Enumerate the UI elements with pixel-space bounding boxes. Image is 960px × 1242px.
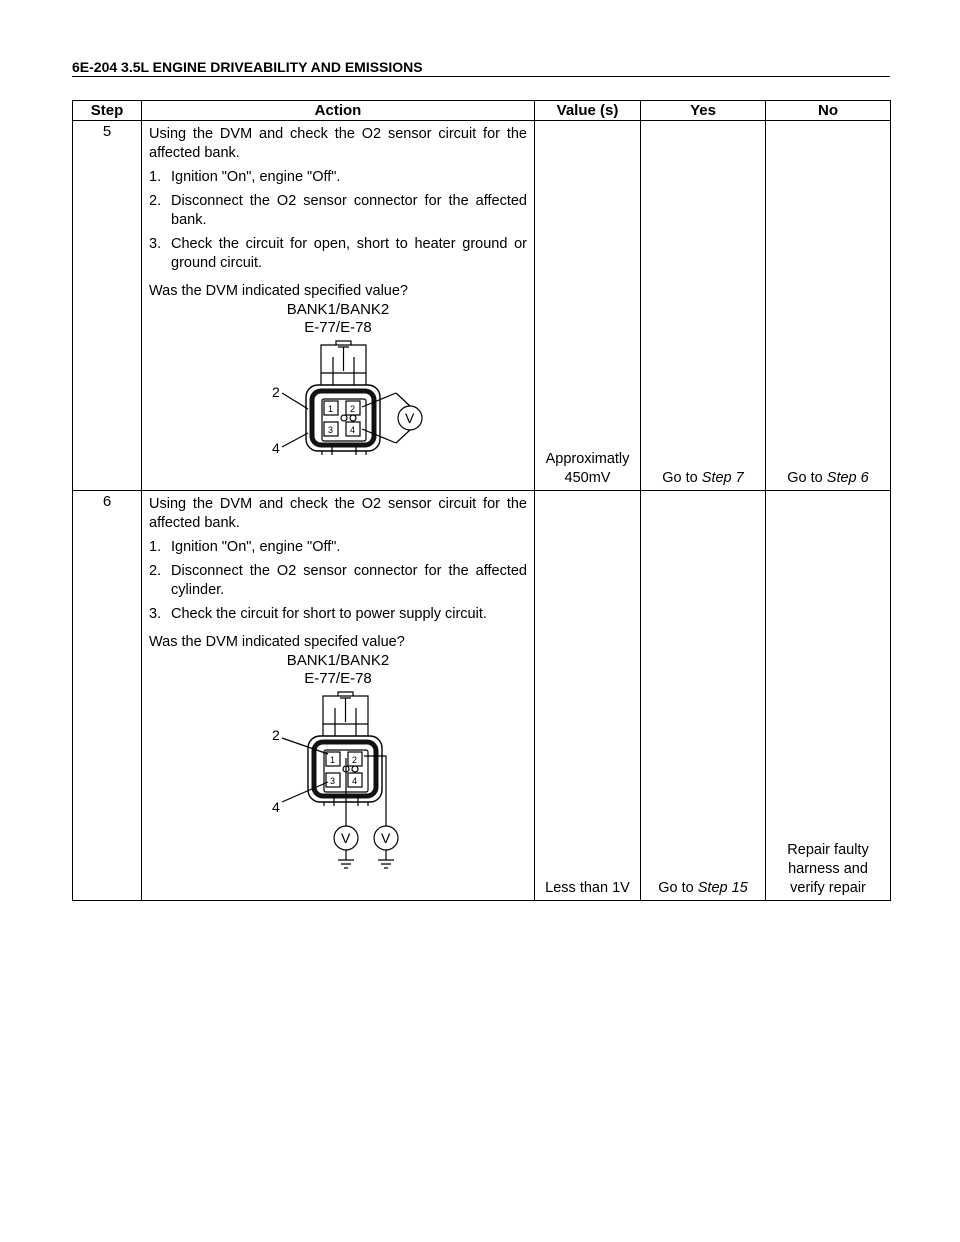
column-header-yes: Yes bbox=[641, 101, 766, 121]
connector-label: BANK1/BANK2 bbox=[286, 652, 390, 669]
value-cell bbox=[535, 121, 641, 491]
cavity-4: 4 bbox=[352, 776, 358, 786]
connector-id: E-77/E-78 bbox=[304, 670, 372, 687]
item-number: 1. bbox=[149, 539, 162, 555]
cavity-2: 2 bbox=[350, 404, 356, 414]
yes-step-link: Step 15 bbox=[697, 880, 748, 896]
item-text: Check the circuit for short to power supply circuit. bbox=[171, 606, 487, 622]
yes-step-link: Step 7 bbox=[701, 470, 744, 486]
yes-cell bbox=[641, 121, 766, 491]
column-header-action: Action bbox=[142, 101, 535, 121]
action-intro: Using the DVM and check the O2 sensor circuit for the affected bank. bbox=[149, 126, 527, 161]
probe-lead bbox=[362, 393, 396, 443]
connector-label: BANK1/BANK2 bbox=[286, 301, 390, 318]
no-cell bbox=[766, 491, 891, 901]
action-item bbox=[149, 538, 527, 557]
column-header-no: No bbox=[766, 101, 891, 121]
voltmeter-symbol: V bbox=[405, 410, 415, 426]
item-number: 2. bbox=[149, 193, 162, 209]
column-header-value: Value (s) bbox=[535, 101, 641, 121]
no-step-link: Step 6 bbox=[826, 470, 869, 486]
cavity-3: 3 bbox=[330, 776, 336, 786]
yes-prefix: Go to bbox=[662, 470, 702, 486]
page-header: 6E-204 3.5L ENGINE DRIVEABILITY AND EMISSIONS bbox=[72, 58, 890, 77]
item-text: Disconnect the O2 sensor connector for the affected bank. bbox=[171, 193, 527, 228]
pin-label-4: 4 bbox=[272, 799, 280, 815]
action-item bbox=[149, 605, 527, 624]
cavity-3: 3 bbox=[328, 425, 334, 435]
column-header-step: Step bbox=[73, 101, 142, 121]
cavity-4: 4 bbox=[350, 425, 356, 435]
value-line: 450mV bbox=[564, 470, 611, 486]
connector-diagram-voltage bbox=[238, 688, 438, 874]
action-item bbox=[149, 192, 527, 230]
table-row bbox=[73, 491, 891, 901]
no-cell bbox=[766, 121, 891, 491]
yes-prefix: Go to bbox=[658, 880, 698, 896]
lead-line-2 bbox=[282, 393, 308, 409]
value-cell: Less than 1V bbox=[535, 491, 641, 901]
pin-label-2: 2 bbox=[272, 727, 280, 743]
no-line: Repair faulty bbox=[787, 842, 869, 858]
action-item bbox=[149, 562, 527, 600]
step-number: 5 bbox=[73, 121, 142, 491]
voltmeter-symbol-b: V bbox=[381, 830, 391, 846]
yes-cell bbox=[641, 491, 766, 901]
no-line: harness and bbox=[788, 861, 868, 877]
item-number: 3. bbox=[149, 236, 162, 252]
action-question: Was the DVM indicated specifed value? bbox=[149, 634, 405, 650]
pin-label-4: 4 bbox=[272, 440, 280, 455]
cavity-1: 1 bbox=[330, 755, 336, 765]
table-header-row bbox=[73, 101, 891, 121]
action-question: Was the DVM indicated specified value? bbox=[149, 283, 408, 299]
item-text: Disconnect the O2 sensor connector for the affected cylinder. bbox=[171, 563, 527, 598]
connector-id: E-77/E-78 bbox=[304, 319, 372, 336]
voltmeter-symbol-a: V bbox=[341, 830, 351, 846]
connector-diagram-resistance bbox=[238, 337, 438, 455]
table-row bbox=[73, 121, 891, 491]
cavity-1: 1 bbox=[328, 404, 334, 414]
step-number: 6 bbox=[73, 491, 142, 901]
action-cell bbox=[142, 491, 535, 901]
item-number: 1. bbox=[149, 169, 162, 185]
action-intro: Using the DVM and check the O2 sensor circuit for the affected bank. bbox=[149, 496, 527, 531]
item-text: Ignition "On", engine "Off". bbox=[171, 169, 341, 185]
value-line: Approximatly bbox=[545, 451, 630, 467]
action-item bbox=[149, 235, 527, 273]
pin-label-2: 2 bbox=[272, 384, 280, 400]
item-number: 3. bbox=[149, 606, 162, 622]
action-item bbox=[149, 168, 527, 187]
diagnostic-table bbox=[72, 100, 891, 901]
lead-line-4 bbox=[282, 433, 308, 447]
no-prefix: Go to bbox=[787, 470, 827, 486]
lead-line-4 bbox=[282, 782, 328, 802]
no-line: verify repair bbox=[790, 880, 866, 896]
action-cell bbox=[142, 121, 535, 491]
cavity-2: 2 bbox=[352, 755, 358, 765]
item-number: 2. bbox=[149, 563, 162, 579]
item-text: Check the circuit for open, short to heater ground or ground circuit. bbox=[171, 236, 527, 271]
item-text: Ignition "On", engine "Off". bbox=[171, 539, 341, 555]
